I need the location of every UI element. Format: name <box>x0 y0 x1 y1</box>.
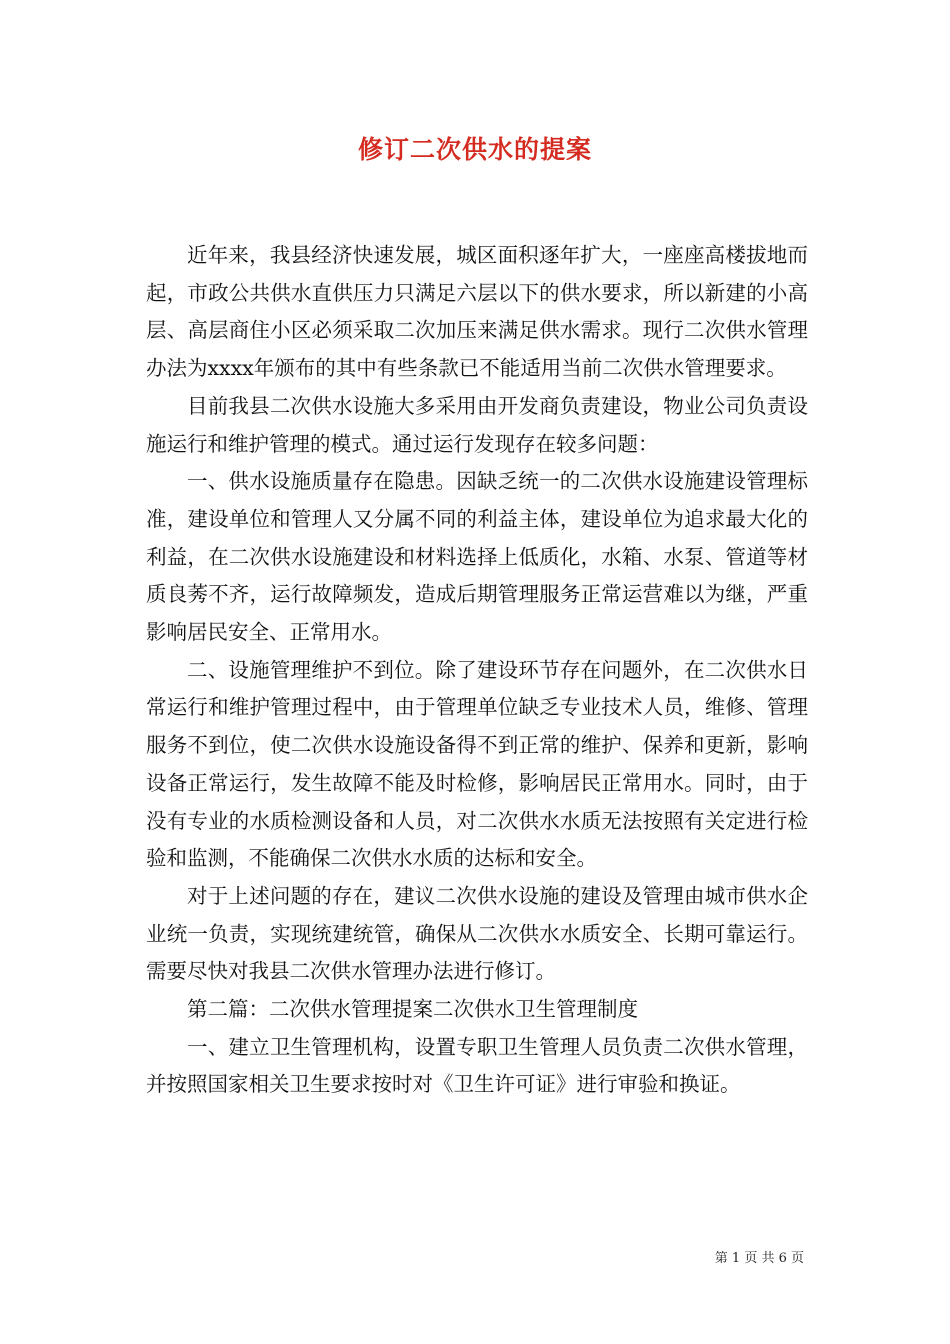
paragraph: 近年来，我县经济快速发展，城区面积逐年扩大，一座座高楼拔地而起，市政公共供水直供压力只满足六层以下的供水要求，所以新建的小高层、高层商住小区必须采取二次加压来满足供水需求。现行二次供水管理办法为xxxx年颁布的其中有些条款已不能适用当前二次供水管理要求。 <box>146 243 808 381</box>
paragraph: 对于上述问题的存在，建议二次供水设施的建设及管理由城市供水企业统一负责，实现统建统管，确保从二次供水水质安全、长期可靠运行。需要尽快对我县二次供水管理办法进行修订。 <box>146 883 808 984</box>
document-body <box>146 237 808 1104</box>
document-title: 修订二次供水的提案 <box>357 135 592 164</box>
paragraph: 一、建立卫生管理机构，设置专职卫生管理人员负责二次供水管理，并按照国家相关卫生要求按时对《卫生许可证》进行审验和换证。 <box>146 1034 808 1097</box>
paragraph: 二、设施管理维护不到位。除了建设环节存在问题外，在二次供水日常运行和维护管理过程中，由于管理单位缺乏专业技术人员，维修、管理服务不到位，使二次供水设施设备得不到正常的维护、保养和更新，影响设备正常运行，发生故障不能及时检修，影响居民正常用水。同时，由于没有专业的水质检测设备和人员，对二次供水水质无法按照有关定进行检验和监测，不能确保二次供水水质的达标和安全。 <box>146 657 808 871</box>
paragraph: 目前我县二次供水设施大多采用由开发商负责建设，物业公司负责设施运行和维护管理的模式。通过运行发现存在较多问题： <box>146 393 808 456</box>
paragraph: 一、供水设施质量存在隐患。因缺乏统一的二次供水设施建设管理标准，建设单位和管理人又分属不同的利益主体，建设单位为追求最大化的利益，在二次供水设施建设和材料选择上低质化，水箱、水泵、管道等材质良莠不齐，运行故障频发，造成后期管理服务正常运营难以为继，严重影响居民安全、正常用水。 <box>146 469 808 645</box>
paragraph: 第二篇：二次供水管理提案二次供水卫生管理制度 <box>187 997 638 1022</box>
page-number-footer: 第 1 页 共 6 页 <box>714 1251 804 1266</box>
